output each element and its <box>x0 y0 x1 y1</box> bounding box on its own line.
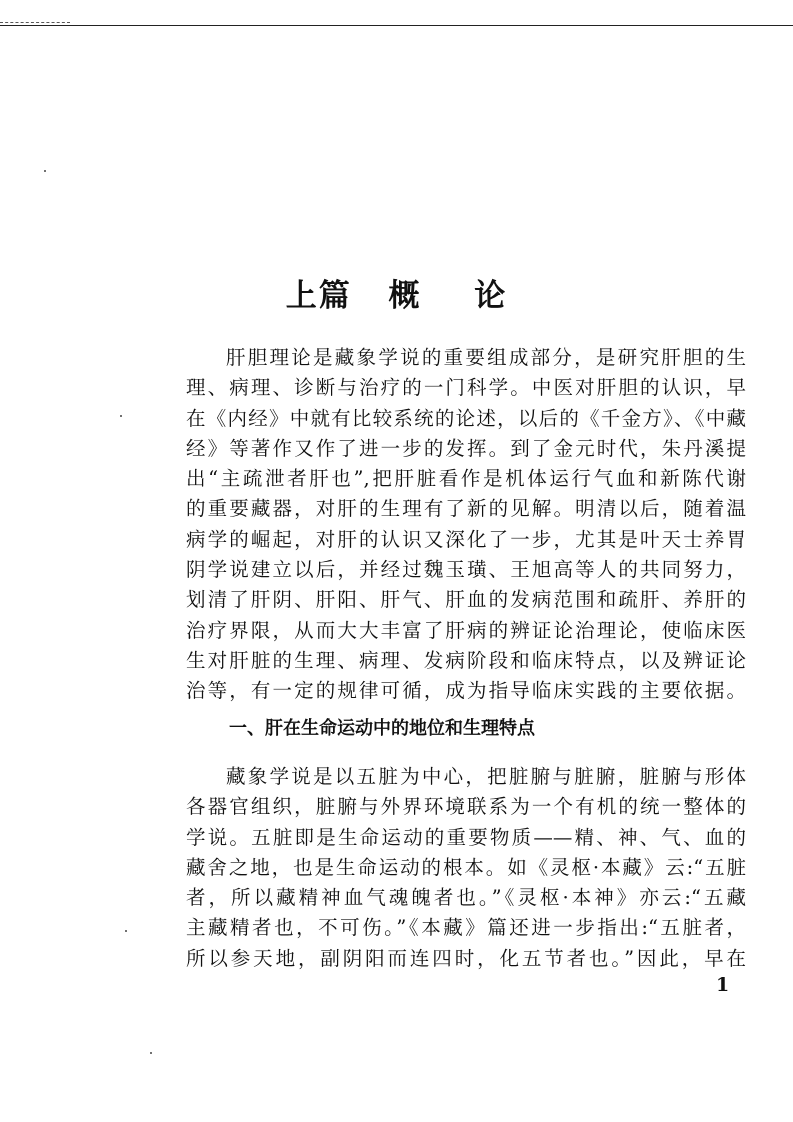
text-line: 划清了肝阴、肝阳、肝气、肝血的发病范围和疏肝、养肝的 <box>186 588 746 612</box>
section-heading: 一、肝在生命运动中的地位和生理特点 <box>229 718 535 739</box>
page-title <box>0 270 793 315</box>
text-line: 所以参天地，副阴阳而连四时，化五节者也。”因此，早在 <box>186 946 746 970</box>
top-dash <box>0 22 70 23</box>
scan-speck <box>120 415 122 417</box>
text-line: 经》等著作又作了进一步的发挥。到了金元时代，朱丹溪提 <box>186 436 746 460</box>
text-line: 肝胆理论是藏象学说的重要组成部分，是研究肝胆的生 <box>226 346 746 369</box>
body-paragraph <box>186 762 746 974</box>
top-rule <box>0 25 793 26</box>
text-line: 的重要藏器，对肝的生理有了新的见解。明清以后，随着温 <box>186 497 746 521</box>
text-line: 者，所以藏精神血气魂魄者也。”《灵枢·本神》亦云:“五藏 <box>186 886 746 910</box>
text-line: 病学的崛起，对肝的认识又深化了一步，尤其是叶天士养胃 <box>186 527 746 551</box>
text-line: 出“主疏泄者肝也”,把肝脏看作是机体运行气血和新陈代谢 <box>186 467 746 491</box>
text-line: 阴学说建立以后，并经过魏玉璜、王旭高等人的共同努力， <box>186 558 746 582</box>
text-line: 治等，有一定的规律可循，成为指导临床实践的主要依据。 <box>186 679 746 703</box>
title-part: 上篇 <box>285 278 352 314</box>
title-part: 概 <box>388 278 422 314</box>
text-line: 藏象学说是以五脏为中心，把脏腑与脏腑，脏腑与形体 <box>226 765 746 788</box>
title-part: 论 <box>474 278 508 314</box>
intro-paragraph <box>186 343 746 707</box>
text-line: 治疗界限，从而大大丰富了肝病的辨证论治理论，使临床医 <box>186 618 746 642</box>
page-number: 1 <box>716 974 730 996</box>
text-line: 各器官组织，脏腑与外界环境联系为一个有机的统一整体的 <box>186 795 746 819</box>
text-line: 在《内经》中就有比较系统的论述，以后的《千金方》、《中藏 <box>186 406 746 430</box>
text-line: 生对肝脏的生理、病理、发病阶段和临床特点，以及辨证论 <box>186 648 746 672</box>
scan-speck <box>44 170 46 172</box>
text-line: 主藏精者也，不可伤。”《本藏》篇还进一步指出:“五脏者， <box>186 916 746 940</box>
scan-speck <box>125 930 127 932</box>
scan-speck <box>150 1052 152 1054</box>
text-line: 学说。五脏即是生命运动的重要物质——精、神、气、血的 <box>186 825 746 849</box>
text-line: 理、病理、诊断与治疗的一门科学。中医对肝胆的认识，早 <box>186 376 746 400</box>
text-line: 藏舍之地，也是生命运动的根本。如《灵枢·本藏》云:“五脏 <box>186 855 746 879</box>
